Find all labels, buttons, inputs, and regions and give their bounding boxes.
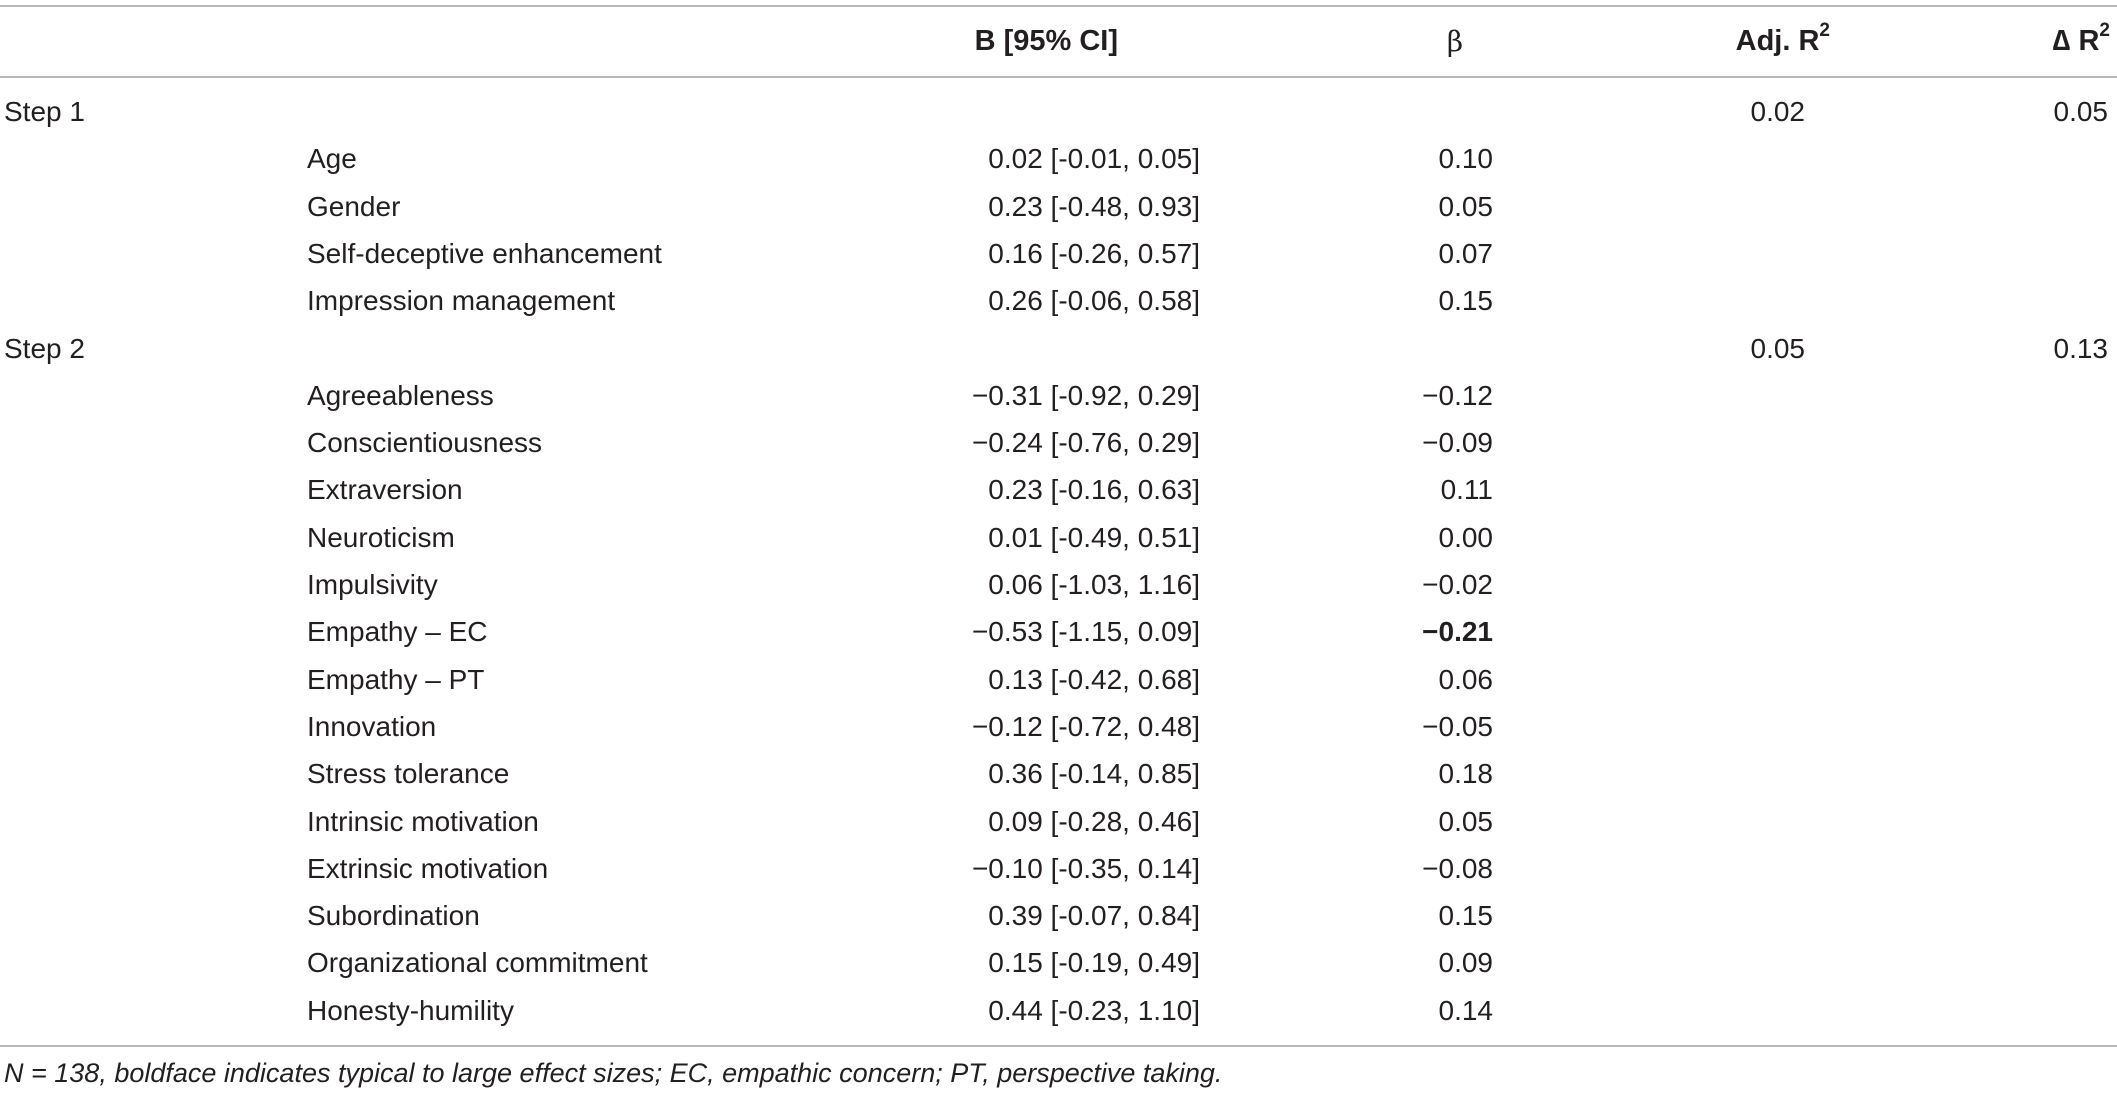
beta-value: −0.08 (1422, 852, 1493, 884)
predictor-name: Self-deceptive enhancement (307, 237, 662, 269)
step-delta-r2: 0.13 (2053, 332, 2108, 364)
predictor-name: Neuroticism (307, 521, 455, 553)
b-ci-value: −0.10 [-0.35, 0.14] (971, 852, 1200, 884)
predictor-name: Honesty-humility (307, 994, 514, 1026)
beta-value: −0.12 (1422, 379, 1493, 411)
predictor-name: Empathy – EC (307, 616, 488, 648)
beta-value: −0.05 (1422, 710, 1493, 742)
b-ci-value: −0.12 [-0.72, 0.48] (971, 710, 1200, 742)
bottom-rule (0, 1045, 2117, 1047)
header-adj-r2-sup: 2 (1819, 20, 1830, 41)
step-adj-r2: 0.02 (1750, 96, 1805, 127)
b-ci-value: −0.24 [-0.76, 0.29] (971, 427, 1200, 459)
b-ci-value: 0.06 [-1.03, 1.16] (988, 569, 1200, 600)
beta-value: −0.02 (1422, 569, 1493, 600)
beta-value: −0.21 (1422, 616, 1493, 648)
b-ci-value: 0.16 [-0.26, 0.57] (988, 237, 1200, 269)
predictor-name: Subordination (307, 900, 480, 932)
beta-value: 0.11 (1440, 474, 1493, 506)
b-ci-value: 0.23 [-0.48, 0.93] (988, 190, 1200, 222)
predictor-name: Extraversion (307, 474, 463, 506)
predictor-name: Impulsivity (307, 569, 438, 600)
beta-value: 0.15 (1438, 900, 1493, 932)
table-footnote: N = 138, boldface indicates typical to large effect sizes; EC, empathic concern; PT, perspective taking. (4, 1058, 1223, 1088)
b-ci-value: 0.15 [-0.19, 0.49] (988, 947, 1200, 979)
beta-value: −0.09 (1422, 427, 1493, 459)
b-ci-value: 0.39 [-0.07, 0.84] (988, 900, 1200, 932)
b-ci-value: −0.53 [-1.15, 0.09] (971, 616, 1200, 648)
b-ci-value: 0.23 [-0.16, 0.63] (988, 474, 1200, 506)
beta-value: 0.10 (1438, 143, 1493, 175)
header-delta-r2 (1900, 18, 2110, 65)
predictor-name: Gender (307, 190, 401, 222)
predictor-name: Stress tolerance (307, 758, 510, 790)
header-delta-r2-text: ∆ R (2052, 25, 2100, 57)
beta-value: 0.07 (1438, 237, 1493, 269)
beta-value: 0.05 (1438, 190, 1493, 222)
step-delta-r2: 0.05 (2053, 96, 2108, 127)
beta-value: 0.15 (1438, 285, 1493, 317)
beta-value: 0.00 (1438, 521, 1493, 553)
predictor-name: Extrinsic motivation (307, 852, 549, 884)
b-ci-value: 0.02 [-0.01, 0.05] (988, 143, 1200, 175)
header-adj-r2 (1650, 18, 1830, 65)
beta-value: 0.18 (1438, 758, 1493, 790)
b-ci-value: 0.01 [-0.49, 0.51] (988, 521, 1200, 553)
header-rule (0, 76, 2117, 78)
b-ci-value: −0.31 [-0.92, 0.29] (971, 379, 1200, 411)
predictor-name: Organizational commitment (307, 947, 648, 979)
predictor-name: Empathy – PT (307, 663, 485, 695)
beta-value: 0.14 (1438, 994, 1493, 1026)
b-ci-value: 0.13 [-0.42, 0.68] (988, 663, 1200, 695)
b-ci-value: 0.36 [-0.14, 0.85] (988, 758, 1200, 790)
b-ci-value: 0.09 [-0.28, 0.46] (988, 805, 1200, 837)
step-adj-r2: 0.05 (1750, 332, 1805, 364)
top-rule (0, 5, 2117, 7)
b-ci-value: 0.44 [-0.23, 1.10] (988, 994, 1200, 1026)
beta-value: 0.09 (1438, 947, 1493, 979)
predictor-name: Agreeableness (307, 379, 494, 411)
predictor-name: Impression management (307, 285, 616, 317)
beta-value: 0.06 (1438, 663, 1493, 695)
header-beta: β (1446, 25, 1463, 58)
header-delta-r2-sup: 2 (2099, 20, 2110, 41)
predictor-name: Age (307, 143, 357, 175)
predictor-name: Innovation (307, 710, 437, 742)
header-adj-r2-text: Adj. R (1735, 25, 1820, 57)
b-ci-value: 0.26 [-0.06, 0.58] (988, 285, 1200, 317)
predictor-name: Conscientiousness (307, 427, 543, 459)
step-label: Step 2 (4, 332, 85, 364)
predictor-name: Intrinsic motivation (307, 805, 539, 837)
beta-value: 0.05 (1438, 805, 1493, 837)
step-label: Step 1 (4, 96, 85, 127)
header-b-ci: B [95% CI] (974, 25, 1118, 57)
